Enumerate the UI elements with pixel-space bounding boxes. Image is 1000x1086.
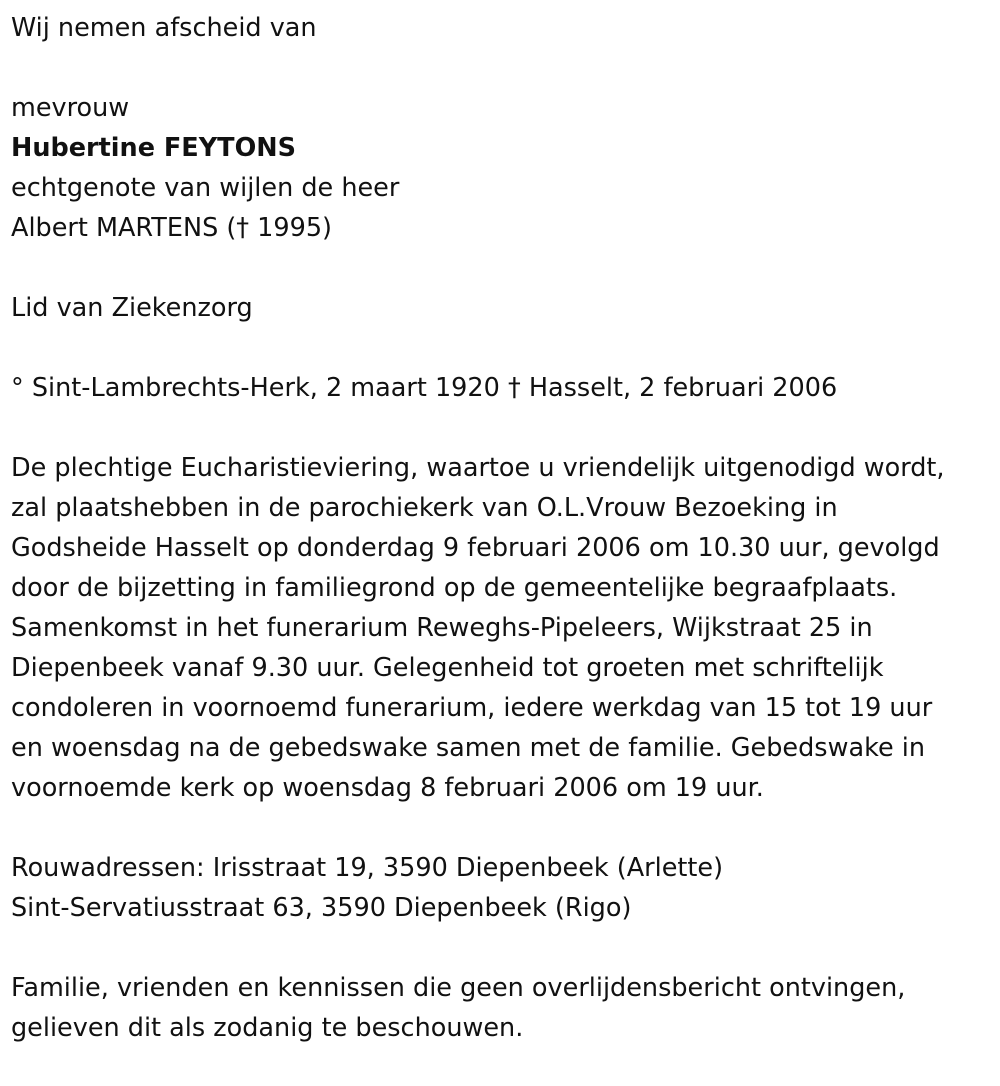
- spacer: [11, 928, 996, 968]
- ceremony-paragraph: [11, 448, 996, 808]
- spacer: [11, 408, 996, 448]
- ceremony-line: Godsheide Hasselt op donderdag 9 februari 2006 om 10.30 uur, gevolgd: [11, 533, 940, 563]
- intro-text: Wij nemen afscheid van: [11, 13, 317, 43]
- mourning-addresses: [11, 848, 996, 928]
- spacer: [11, 248, 996, 288]
- life-dates: ° Sint-Lambrechts-Herk, 2 maart 1920 † Hasselt, 2 februari 2006: [11, 373, 838, 403]
- spacer: [11, 808, 996, 848]
- spouse-name: Albert MARTENS († 1995): [11, 213, 333, 243]
- title-prefix: mevrouw: [11, 93, 130, 123]
- ceremony-line: De plechtige Eucharistieviering, waartoe u vriendelijk uitgenodigd wordt,: [11, 453, 945, 483]
- closing-line: Familie, vrienden en kennissen die geen overlijdensbericht ontvingen,: [11, 973, 906, 1003]
- obituary-notice: [11, 8, 996, 1048]
- spacer: [11, 328, 996, 368]
- spouse-line: echtgenote van wijlen de heer: [11, 173, 400, 203]
- membership: Lid van Ziekenzorg: [11, 293, 253, 323]
- address-line: Rouwadressen: Irisstraat 19, 3590 Diepenbeek (Arlette): [11, 853, 724, 883]
- ceremony-line: voornoemde kerk op woensdag 8 februari 2006 om 19 uur.: [11, 773, 764, 803]
- deceased-name: Hubertine FEYTONS: [11, 133, 296, 163]
- closing-paragraph: [11, 968, 996, 1048]
- closing-line: gelieven dit als zodanig te beschouwen.: [11, 1013, 524, 1043]
- ceremony-line: door de bijzetting in familiegrond op de gemeentelijke begraafplaats.: [11, 573, 898, 603]
- ceremony-line: Samenkomst in het funerarium Reweghs-Pipeleers, Wijkstraat 25 in: [11, 613, 873, 643]
- ceremony-line: condoleren in voornoemd funerarium, iedere werkdag van 15 tot 19 uur: [11, 693, 933, 723]
- ceremony-line: zal plaatshebben in de parochiekerk van O.L.Vrouw Bezoeking in: [11, 493, 838, 523]
- ceremony-line: Diepenbeek vanaf 9.30 uur. Gelegenheid tot groeten met schriftelijk: [11, 653, 884, 683]
- spacer: [11, 48, 996, 88]
- address-line: Sint-Servatiusstraat 63, 3590 Diepenbeek (Rigo): [11, 893, 632, 923]
- ceremony-line: en woensdag na de gebedswake samen met de familie. Gebedswake in: [11, 733, 925, 763]
